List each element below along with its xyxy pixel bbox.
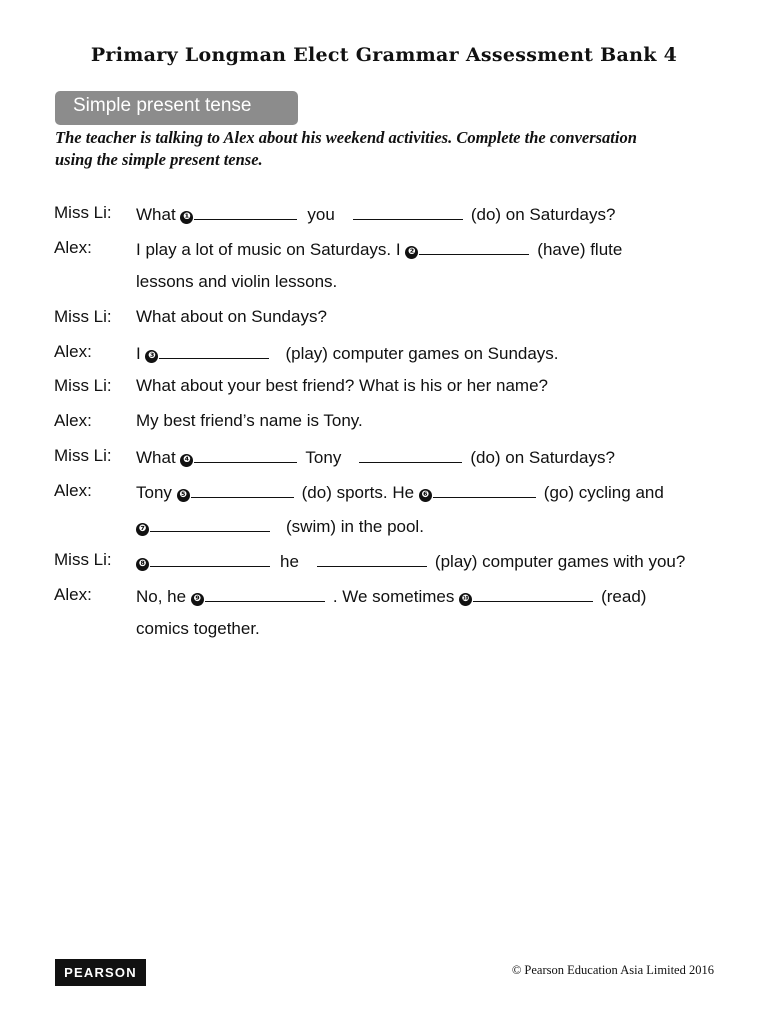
line-text: . We sometimes	[332, 587, 460, 606]
question-number-3: ❸	[145, 350, 158, 363]
line-text: he	[280, 552, 299, 571]
dialogue-line-1	[0, 203, 768, 227]
answer-blank-2[interactable]	[419, 238, 529, 255]
answer-blank-3[interactable]	[159, 342, 269, 359]
question-number-4: ❹	[180, 454, 193, 467]
dialogue-line-7	[0, 411, 768, 435]
speaker-label: Alex:	[54, 342, 92, 361]
question-number-1: ❶	[180, 211, 193, 224]
line-text: My best friend’s name is Tony.	[136, 411, 363, 430]
answer-blank-1a[interactable]	[194, 203, 297, 220]
speaker-label: Miss Li:	[54, 550, 112, 569]
line-text: (play) computer games on Sundays.	[285, 344, 559, 363]
answer-blank-5[interactable]	[191, 481, 294, 498]
dialogue-line-8	[0, 446, 768, 470]
dialogue-line-10	[0, 515, 768, 539]
question-number-10: ❿	[459, 593, 472, 606]
section-tag: Simple present tense	[55, 91, 298, 125]
answer-blank-8b[interactable]	[317, 550, 427, 567]
answer-blank-4b[interactable]	[359, 446, 462, 463]
line-text: (read)	[601, 587, 647, 606]
speaker-label: Miss Li:	[54, 446, 112, 465]
line-text: What	[136, 205, 181, 224]
line-text: you	[307, 205, 335, 224]
line-text: (do) sports. He	[301, 483, 419, 502]
dialogue-line-3	[0, 272, 768, 296]
dialogue-line-9	[0, 481, 768, 505]
line-text: Tony	[136, 483, 177, 502]
answer-blank-9[interactable]	[205, 585, 325, 602]
line-text: lessons and violin lessons.	[136, 272, 338, 291]
line-text: I play a lot of music on Saturdays. I	[136, 240, 406, 259]
answer-blank-10[interactable]	[473, 585, 593, 602]
speaker-label: Alex:	[54, 411, 92, 430]
dialogue-line-11	[0, 550, 768, 574]
answer-blank-8a[interactable]	[150, 550, 270, 567]
line-text: comics together.	[136, 619, 260, 638]
line-text: What	[136, 448, 181, 467]
answer-blank-7[interactable]	[150, 515, 270, 532]
line-text: I	[136, 344, 146, 363]
pearson-logo: PEARSON	[55, 959, 146, 986]
question-number-6: ❻	[419, 489, 432, 502]
speaker-label: Miss Li:	[54, 307, 112, 326]
question-number-9: ❾	[191, 593, 204, 606]
line-text: No, he	[136, 587, 191, 606]
copyright-notice: © Pearson Education Asia Limited 2016	[511, 963, 714, 977]
question-number-7: ❼	[136, 523, 149, 536]
page-title: Primary Longman Elect Grammar Assessment Bank 4	[90, 44, 678, 66]
speaker-label: Alex:	[54, 238, 92, 257]
dialogue-line-6	[0, 376, 768, 400]
line-text: (swim) in the pool.	[286, 517, 424, 536]
question-number-8: ❽	[136, 558, 149, 571]
speaker-label: Miss Li:	[54, 203, 112, 222]
instructions-line-1: The teacher is talking to Alex about his weekend activities. Complete the conversation	[55, 128, 637, 147]
instructions-line-2: using the simple present tense.	[55, 150, 263, 169]
speaker-label: Alex:	[54, 481, 92, 500]
dialogue-line-2	[0, 238, 768, 262]
line-text: What about on Sundays?	[136, 307, 327, 326]
question-number-5: ❺	[177, 489, 190, 502]
line-text: (play) computer games with you?	[434, 552, 686, 571]
dialogue-line-4	[0, 307, 768, 331]
line-text: (do) on Saturdays?	[470, 205, 616, 224]
dialogue-line-5	[0, 342, 768, 366]
line-text: What about your best friend? What is his or her name?	[136, 376, 548, 395]
line-text: (have) flute	[537, 240, 623, 259]
dialogue-line-13	[0, 619, 768, 643]
line-text: Tony	[305, 448, 342, 467]
speaker-label: Alex:	[54, 585, 92, 604]
question-number-2: ❷	[405, 246, 418, 259]
answer-blank-4a[interactable]	[194, 446, 297, 463]
answer-blank-6[interactable]	[433, 481, 536, 498]
speaker-label: Miss Li:	[54, 376, 112, 395]
line-text: (do) on Saturdays?	[470, 448, 615, 467]
line-text: (go) cycling and	[543, 483, 664, 502]
answer-blank-1b[interactable]	[353, 203, 463, 220]
dialogue-line-12	[0, 585, 768, 609]
